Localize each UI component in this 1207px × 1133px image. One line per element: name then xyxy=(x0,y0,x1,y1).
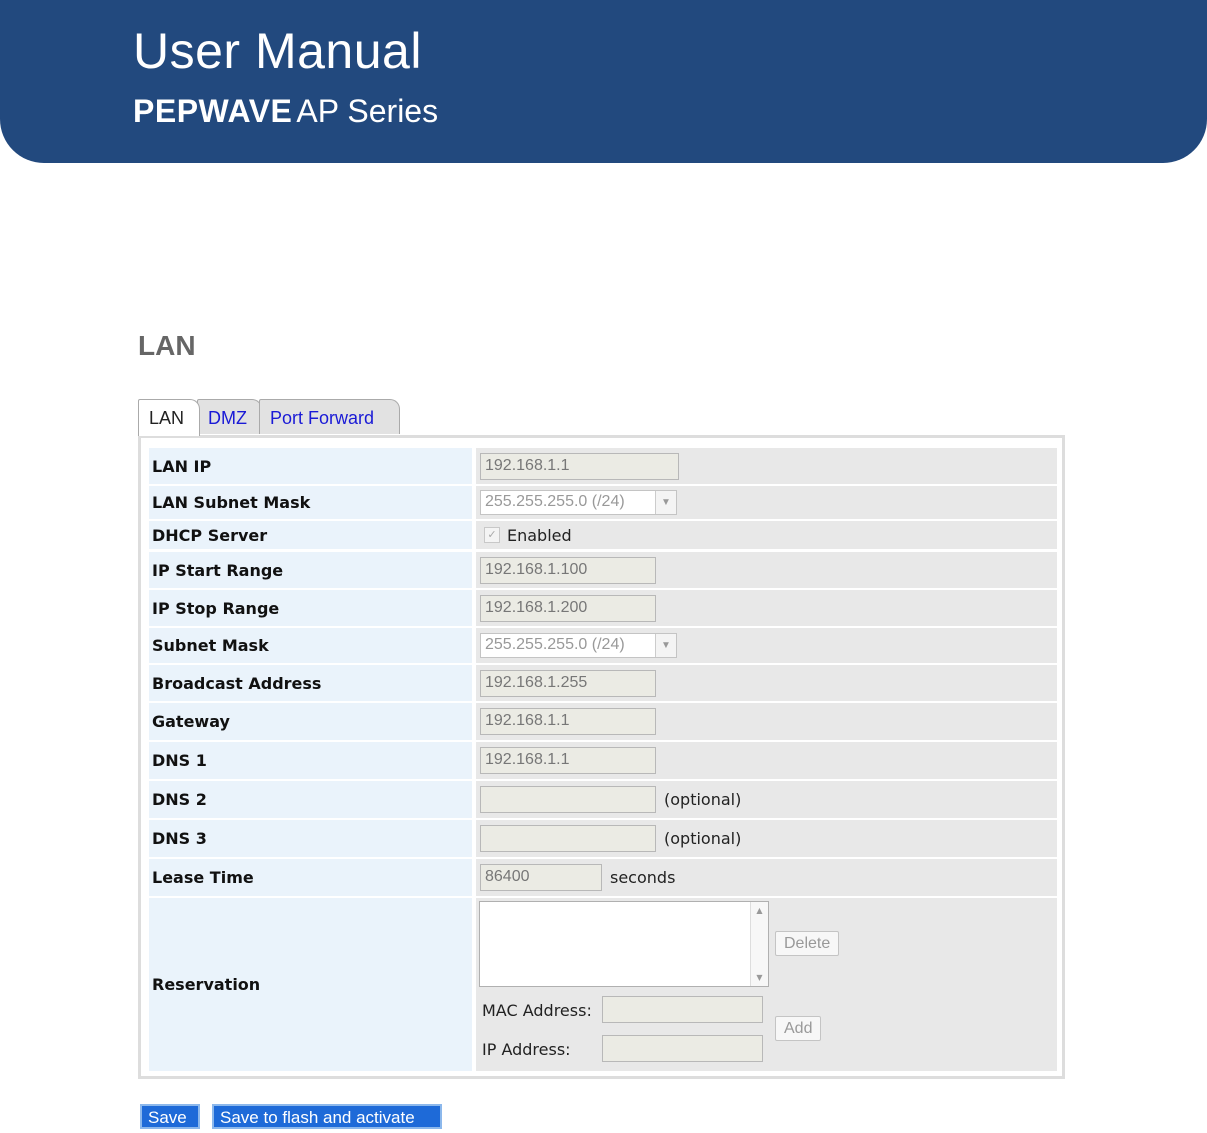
lease-time-field[interactable]: 86400 xyxy=(480,864,602,891)
mac-address-field[interactable] xyxy=(602,996,763,1023)
dns3-field[interactable] xyxy=(480,825,656,852)
dns2-label: DNS 2 xyxy=(149,781,472,818)
subnet-mask-label: Subnet Mask xyxy=(149,628,472,663)
row-dns3 xyxy=(149,820,1057,857)
broadcast-address-label: Broadcast Address xyxy=(149,665,472,701)
lan-ip-field[interactable]: 192.168.1.1 xyxy=(480,453,679,480)
lan-subnet-mask-cell xyxy=(476,486,1057,519)
broadcast-address-cell xyxy=(476,665,1057,701)
lan-ip-label: LAN IP xyxy=(149,448,472,484)
manual-title: User Manual xyxy=(133,23,422,79)
row-ip-start-range xyxy=(149,552,1057,588)
lan-subnet-mask-select[interactable] xyxy=(480,490,677,515)
dhcp-enabled-label: Enabled xyxy=(507,526,572,545)
manual-subtitle xyxy=(133,93,438,130)
scrollbar[interactable] xyxy=(750,902,768,986)
chevron-down-icon[interactable]: ▼ xyxy=(655,634,676,657)
add-button[interactable]: Add xyxy=(775,1016,821,1041)
dns2-field[interactable] xyxy=(480,786,656,813)
subnet-mask-value: 255.255.255.0 (/24) xyxy=(485,636,625,653)
gateway-field[interactable]: 192.168.1.1 xyxy=(480,708,656,735)
ip-stop-range-label: IP Stop Range xyxy=(149,590,472,626)
row-subnet-mask xyxy=(149,628,1057,663)
scroll-up-icon[interactable]: ▲ xyxy=(756,906,763,915)
delete-button[interactable]: Delete xyxy=(775,931,839,956)
dns2-optional-hint: (optional) xyxy=(664,790,742,809)
ip-address-field[interactable] xyxy=(602,1035,763,1062)
gateway-label: Gateway xyxy=(149,703,472,740)
row-broadcast-address xyxy=(149,665,1057,701)
dns3-label: DNS 3 xyxy=(149,820,472,857)
reservation-label: Reservation xyxy=(149,898,472,1071)
row-lan-subnet-mask xyxy=(149,486,1057,519)
broadcast-address-field[interactable]: 192.168.1.255 xyxy=(480,670,656,697)
subnet-mask-cell xyxy=(476,628,1057,663)
tab-lan[interactable]: LAN xyxy=(138,399,200,436)
dns3-optional-hint: (optional) xyxy=(664,829,742,848)
page-title: LAN xyxy=(138,330,196,361)
reservation-list[interactable] xyxy=(479,901,769,987)
ip-address-label: IP Address: xyxy=(482,1040,571,1059)
dhcp-enabled-checkbox[interactable]: ✓ xyxy=(484,527,500,543)
ip-start-range-label: IP Start Range xyxy=(149,552,472,588)
row-dhcp-server xyxy=(149,521,1057,549)
dns3-cell xyxy=(476,820,1057,857)
dns1-field[interactable]: 192.168.1.1 xyxy=(480,747,656,774)
ip-start-range-cell xyxy=(476,552,1057,588)
tab-port-forward[interactable]: Port Forward xyxy=(259,399,400,434)
row-lease-time xyxy=(149,859,1057,896)
row-lan-ip xyxy=(149,448,1057,484)
row-gateway xyxy=(149,703,1057,740)
row-reservation xyxy=(149,898,1057,1071)
dns1-cell xyxy=(476,742,1057,779)
reservation-cell xyxy=(476,898,1057,1071)
manual-header xyxy=(0,0,1207,163)
brand-name: PEPWAVE xyxy=(133,93,293,129)
save-to-flash-button[interactable]: Save to flash and activate xyxy=(212,1104,442,1129)
lan-settings-panel xyxy=(138,435,1065,1079)
scroll-down-icon[interactable]: ▼ xyxy=(756,973,763,982)
dhcp-server-cell xyxy=(476,521,1057,549)
subnet-mask-select[interactable] xyxy=(480,633,677,658)
save-button[interactable]: Save xyxy=(140,1104,200,1129)
lan-subnet-mask-label: LAN Subnet Mask xyxy=(149,486,472,519)
tab-dmz[interactable]: DMZ xyxy=(197,399,262,434)
ip-start-range-field[interactable]: 192.168.1.100 xyxy=(480,557,656,584)
dns2-cell xyxy=(476,781,1057,818)
ip-stop-range-cell xyxy=(476,590,1057,626)
row-dns2 xyxy=(149,781,1057,818)
series-name: AP Series xyxy=(296,93,439,129)
dhcp-server-label: DHCP Server xyxy=(149,521,472,549)
chevron-down-icon[interactable]: ▼ xyxy=(655,491,676,514)
row-dns1 xyxy=(149,742,1057,779)
dns1-label: DNS 1 xyxy=(149,742,472,779)
gateway-cell xyxy=(476,703,1057,740)
lan-subnet-mask-value: 255.255.255.0 (/24) xyxy=(485,493,625,510)
row-ip-stop-range xyxy=(149,590,1057,626)
lease-time-cell xyxy=(476,859,1057,896)
lease-time-label: Lease Time xyxy=(149,859,472,896)
lease-time-unit: seconds xyxy=(610,868,676,887)
mac-address-label: MAC Address: xyxy=(482,1001,592,1020)
lan-ip-cell xyxy=(476,448,1057,484)
ip-stop-range-field[interactable]: 192.168.1.200 xyxy=(480,595,656,622)
